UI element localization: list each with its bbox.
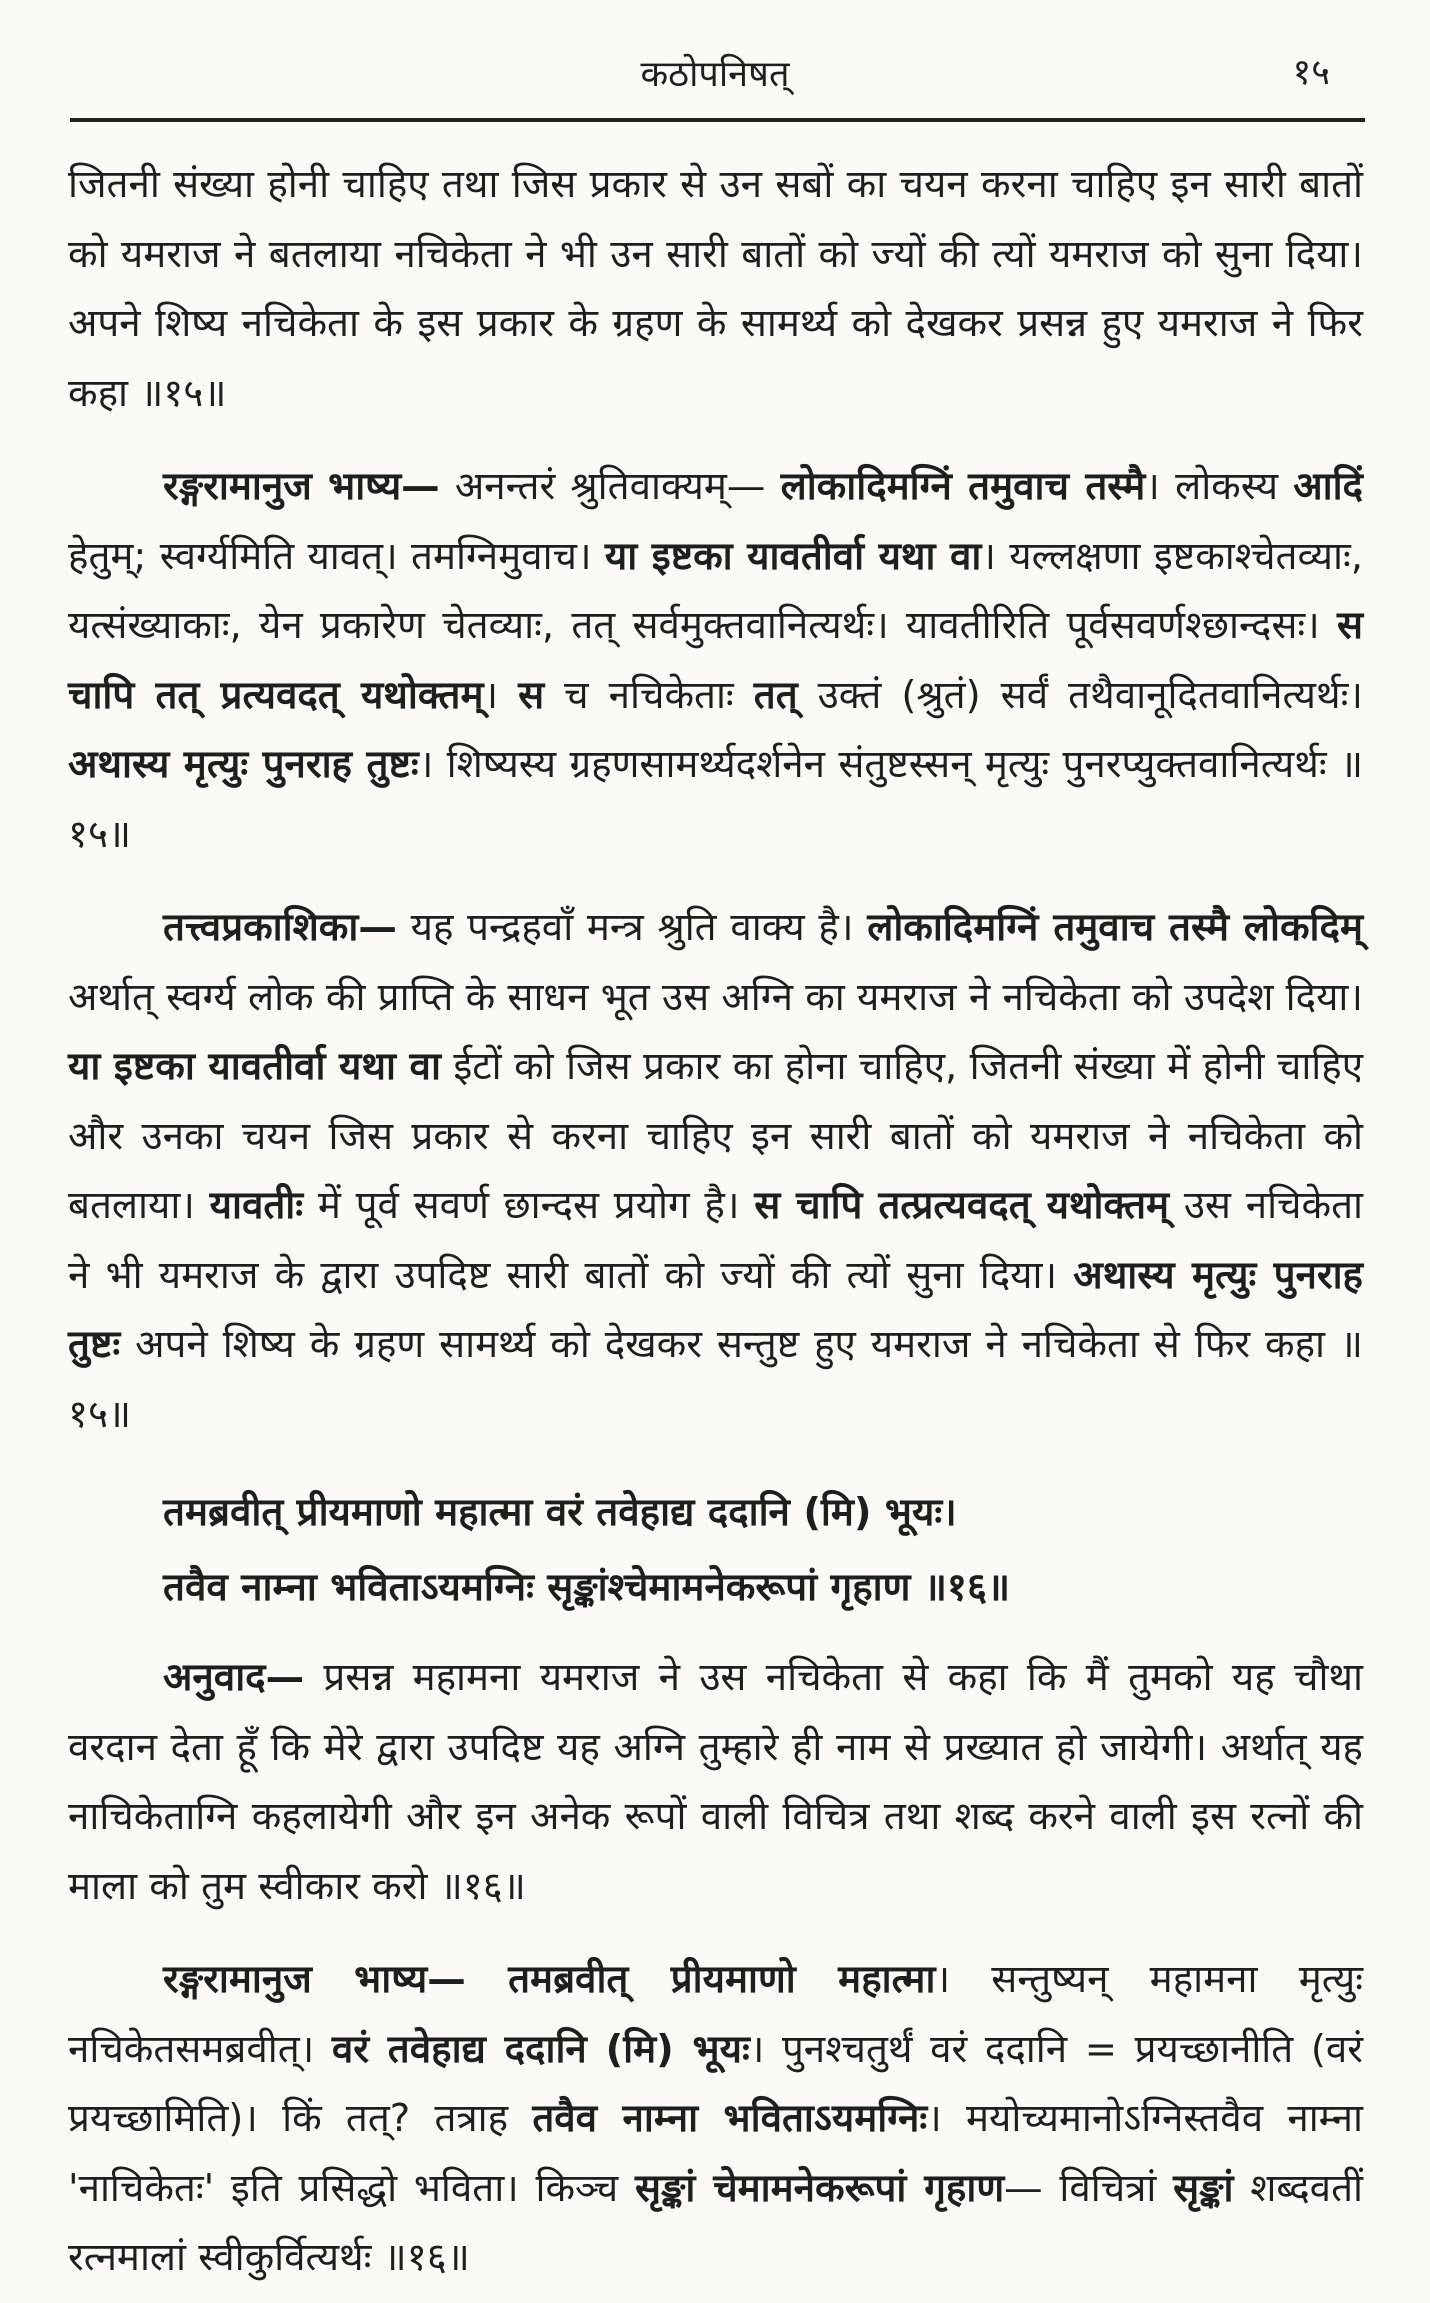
section-label: अनुवाद— <box>163 1655 305 1700</box>
bold-run: सृङ्कां <box>1173 2165 1234 2211</box>
text-run: हेतुम्; स्वर्ग्यमिति यावत्। तमग्निमुवाच। <box>68 533 605 579</box>
section-label: तत्त्वप्रकाशिका— <box>163 905 397 950</box>
verse-line-2: तवैव नाम्ना भविताऽयमग्निः सृङ्कांश्चेमामनेकरूपां गृहाण ॥१६॥ <box>163 1565 1011 1610</box>
header-rule <box>70 118 1365 122</box>
bold-run: या इष्टका यावतीर्वा यथा वा <box>68 1044 441 1089</box>
text-run: । यल्लक्षणा इष्टकाश्चेतव्याः, यत्संख्याकाः, येन प्रकारेण चेतव्याः, तत् सर्वमुक्तवानित्यर्थः। यावतीरिति पूर्वसवर्णश्छान्दसः। <box>68 533 1363 648</box>
bold-run: लोकादिमग्निं तमुवाच तस्मै लोकदिम् <box>867 905 1363 950</box>
paragraph-continuation: जितनी संख्या होनी चाहिए तथा जिस प्रकार से उन सबों का चयन करना चाहिए इन सारी बातों को यमराज ने बतलाया नचिकेता ने भी उन सारी बातों को ज्यों की त्यों यमराज को सुना दिया। अपने शिष्य नचिकेता के इस प्रकार के ग्रहण के सामर्थ्य को देखकर प्रसन्न हुए यमराज ने फिर कहा ॥१५॥ <box>68 162 1363 416</box>
section-label: रङ्गरामानुज भाष्य— <box>163 464 440 509</box>
bold-run: या इष्टका यावतीर्वा यथा वा <box>604 533 982 579</box>
page-title: कठोपनिषत् <box>640 54 790 95</box>
text-run: — विचित्रां <box>1004 2165 1174 2211</box>
text-run: अपने शिष्य के ग्रहण सामर्थ्य को देखकर सन्तुष्ट हुए यमराज ने नचिकेता से फिर कहा ॥१५॥ <box>68 1322 1363 1437</box>
text-run: अर्थात् स्वर्ग्य लोक की प्राप्ति के साधन भूत उस अग्नि का यमराज ने नचिकेता को उपदेश दिया। <box>68 974 1363 1020</box>
page-number: १५ <box>1292 52 1330 93</box>
paragraph-anuvad-16 <box>68 1643 1363 1921</box>
bold-run: तमब्रवीत् प्रीयमाणो महात्मा <box>465 1957 936 2002</box>
bold-run: यावतीः <box>209 1183 304 1228</box>
text-run: । शिष्यस्य ग्रहणसामर्थ्यदर्शनेन संतुष्टस्सन् मृत्युः पुनरप्युक्तवानित्यर्थः ॥१५॥ <box>68 742 1364 857</box>
text-run: उक्तं (श्रुतं) सर्वं तथैवानूदितवानित्यर्थः। <box>797 672 1363 718</box>
text-run: । <box>483 672 519 718</box>
section-label: रङ्गरामानुज भाष्य— <box>163 1957 466 2002</box>
text-run: प्रसन्न महामना यमराज ने उस नचिकेता से कहा कि मैं तुमको यह चौथा वरदान देता हूँ कि मेरे द्वारा उपदिष्ट यह अग्नि तुम्हारे ही नाम से प्रख्यात हो जायेगी। अर्थात् यह नाचिकेताग्नि कहलायेगी और इन अनेक रूपों वाली विचित्र तथा शब्द करने वाली इस रत्नों की माला को तुम स्वीकार करो ॥१६॥ <box>68 1655 1363 1909</box>
text-run: । पुनश्चतुर्थं वरं ददानि = प्रयच्छानीति (वरं प्रयच्छामिति)। किं तत्? तत्राह <box>68 2026 1363 2141</box>
text-run: अनन्तरं श्रुतिवाक्यम्— <box>439 464 781 509</box>
bold-run: वरं तवेहाद्य ददानि (मि) भूयः <box>331 2026 750 2072</box>
bold-run: स चापि तत् प्रत्यवदत् यथोक्तम् <box>68 603 1363 718</box>
bold-run: तत् <box>753 672 798 718</box>
text-run: ईटों को जिस प्रकार का होना चाहिए, जितनी संख्या में होनी चाहिए और उनका चयन जिस प्रकार से करना चाहिए इन सारी बातों को यमराज ने नचिकेता को बतलाया। <box>68 1044 1363 1228</box>
text-run: । लोकस्य <box>1145 464 1294 509</box>
verse-16 <box>163 1475 1363 1625</box>
paragraph-ranga-ramanuja-bhashya-15 <box>68 452 1363 869</box>
bold-run: लोकादिमग्निं तमुवाच तस्मै <box>780 464 1146 509</box>
text-run: च नचिकेताः <box>544 672 754 718</box>
running-header <box>70 42 1360 102</box>
bold-run: अथास्य मृत्युः पुनराह तुष्टः <box>68 742 419 787</box>
paragraph-tattva-prakashika-15 <box>68 893 1363 1449</box>
text-run: उस नचिकेता ने भी यमराज के द्वारा उपदिष्ट सारी बातों को ज्यों की त्यों सुना दिया। <box>68 1183 1363 1298</box>
page-body <box>68 150 1363 2293</box>
text-run: । सन्तुष्यन् महामना मृत्युः नचिकेतसमब्रवीत्। <box>68 1957 1364 2072</box>
bold-run: अथास्य मृत्युः पुनराह तुष्टः <box>68 1252 1364 1367</box>
verse-line-1: तमब्रवीत् प्रीयमाणो महात्मा वरं तवेहाद्य ददानि (मि) भूयः। <box>163 1490 957 1535</box>
text-run: यह पन्द्रहवाँ मन्त्र श्रुति वाक्य है। <box>396 905 868 950</box>
bold-run: स <box>518 672 545 718</box>
text-run: शब्दवतीं रत्नमालां स्वीकुर्वित्यर्थः ॥१६॥ <box>68 2165 1363 2280</box>
text-run: में पूर्व सवर्ण छान्दस प्रयोग है। <box>303 1183 755 1228</box>
paragraph-ranga-ramanuja-bhashya-16 <box>68 1945 1363 2293</box>
bold-run: आदिं <box>1293 464 1363 509</box>
text-run: । मयोच्यमानोऽग्निस्तवैव नाम्ना 'नाचिकेतः' इति प्रसिद्धो भविता। किञ्च <box>68 2096 1363 2211</box>
bold-run: स चापि तत्प्रत्यवदत् यथोक्तम् <box>754 1183 1170 1228</box>
bold-run: सृङ्कां चेमामनेकरूपां गृहाण <box>634 2165 1005 2211</box>
bold-run: तवैव नाम्ना भविताऽयमग्निः <box>532 2096 928 2141</box>
